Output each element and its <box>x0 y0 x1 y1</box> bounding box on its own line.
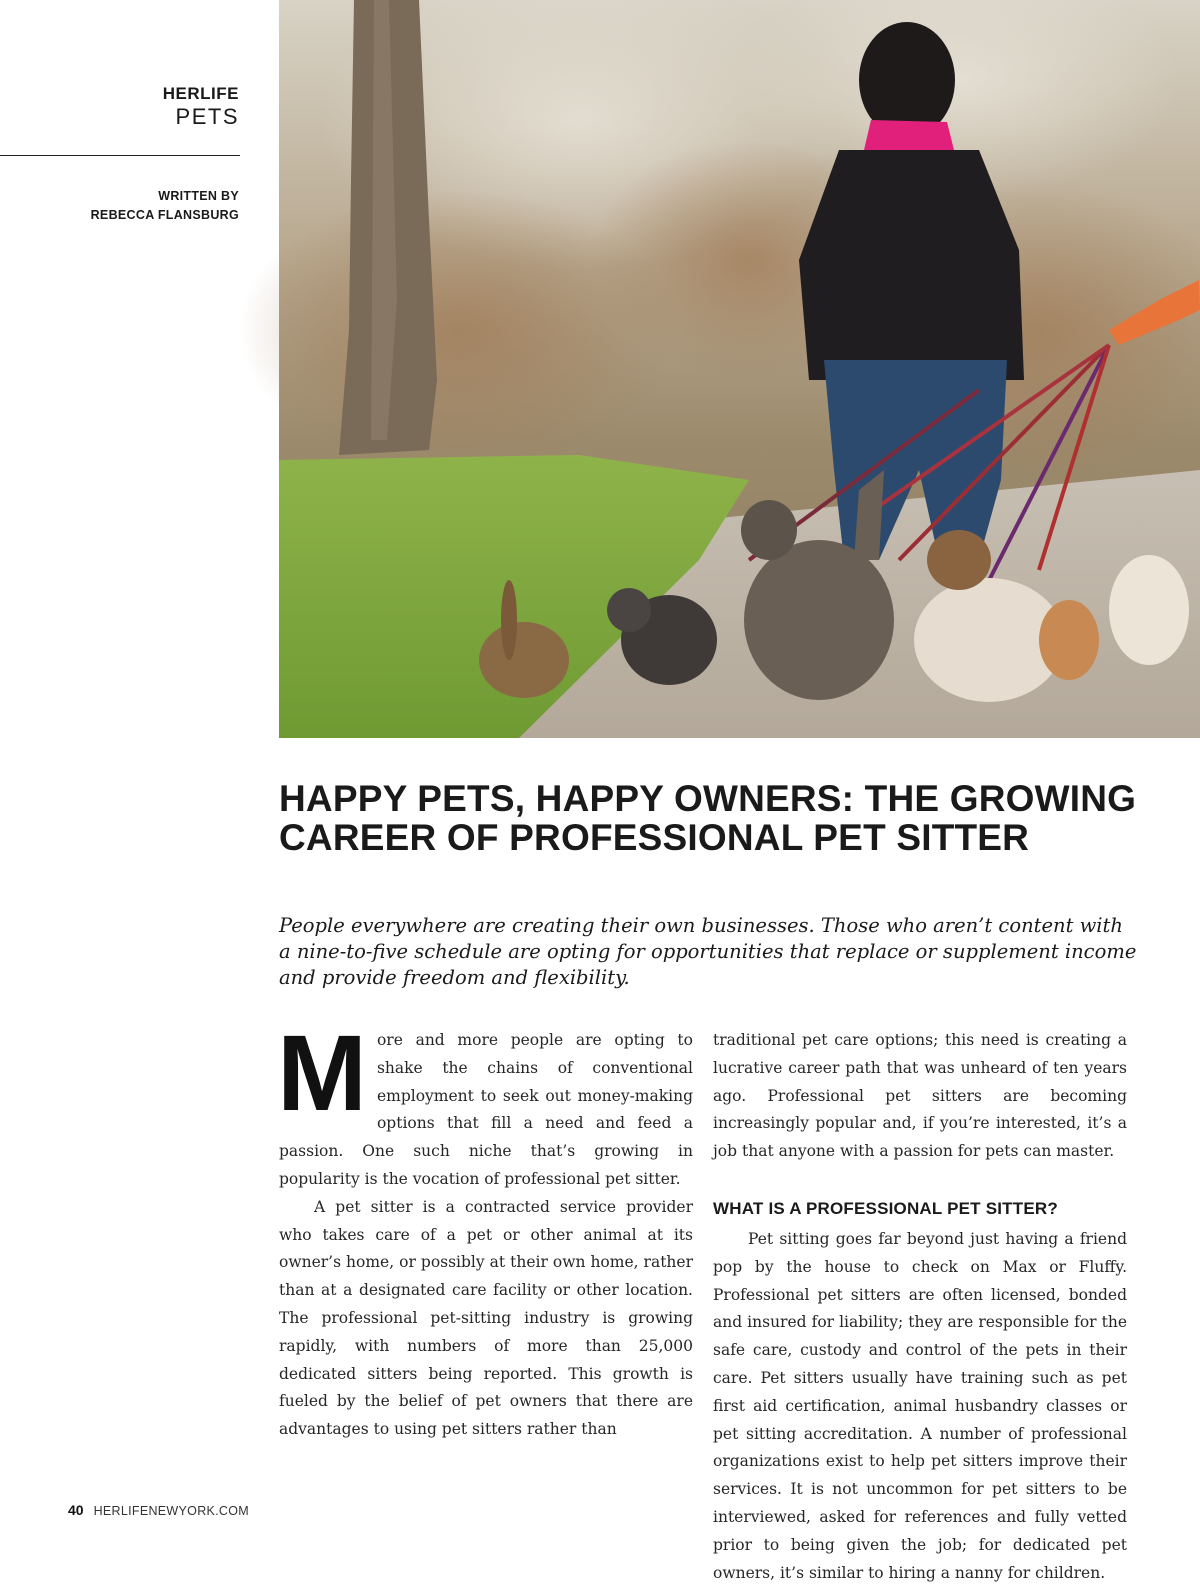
body-paragraph-1-text: ore and more people are opting to shake the chains of conventional employment to seek out money-making options that fill a need and feed a passion. One such niche that’s growing in popularity is the vocation of professional pet sitter. <box>279 1031 693 1188</box>
article-subhead: WHAT IS A PROFESSIONAL PET SITTER? <box>713 1198 1058 1218</box>
body-column-left <box>277 1012 693 1444</box>
byline <box>91 187 239 225</box>
body-paragraph-3: Pet sitting goes far beyond just having a friend pop by the house to check on Max or Fluffy. Professional pet sitters are often licensed, bonded and insured for liability; they are responsible for the safe care, custody and control of the pets in their care. Pet sitters usually have training such as pet first aid certification, animal husbandry classes or pet sitting accreditation. A number of professional organizations exist to help pet sitters improve their services. It is not uncommon for pet sitters to be interviewed, asked for references and fully vetted prior to being given the job; for dedicated pet owners, it’s similar to hiring a nanny for children. <box>713 1229 1127 1582</box>
section-category: PETS <box>175 104 239 129</box>
body-column-right <box>713 1027 1127 1587</box>
section-divider <box>0 155 240 156</box>
page-number: 40 <box>68 1502 84 1518</box>
article-headline: HAPPY PETS, HAPPY OWNERS: THE GROWING CAREER OF PROFESSIONAL PET SITTER <box>279 778 1137 858</box>
body-paragraph-2: A pet sitter is a contracted service provider who takes care of a pet or other animal at its owner’s home, or possibly at their own home, rather than at a designated care facility or other location. The professional pet-sitting industry is growing rapidly, with numbers of more than 25,000 dedicated sitters being reported. This growth is fueled by the belief of pet owners that there are advantages to using pet sitters rather than <box>279 1197 693 1439</box>
hero-photo <box>279 0 1200 738</box>
drop-cap: M <box>277 1012 367 1133</box>
byline-label: WRITTEN BY <box>158 189 239 203</box>
body-paragraph-1 <box>277 1012 693 1194</box>
byline-author: REBECCA FLANSBURG <box>90 208 239 222</box>
body-paragraph-2-continued: traditional pet care options; this need is creating a lucrative career path that was unheard of ten years ago. Professional pet sitters are becoming increasingly popular and, if you’re interested, it’s a job that anyone with a passion for pets can master. <box>713 1031 1127 1161</box>
sidebar <box>0 0 279 1558</box>
page-footer <box>68 1502 249 1518</box>
article-dek: People everywhere are creating their own businesses. Those who aren’t content with a nine-to-five schedule are opting for opportunities that replace or supplement income and provide freedom and flexibility. <box>279 914 1137 989</box>
footer-url: HERLIFENEWYORK.COM <box>93 1504 249 1518</box>
section-label <box>163 84 239 130</box>
section-name: HERLIFE <box>162 84 239 103</box>
